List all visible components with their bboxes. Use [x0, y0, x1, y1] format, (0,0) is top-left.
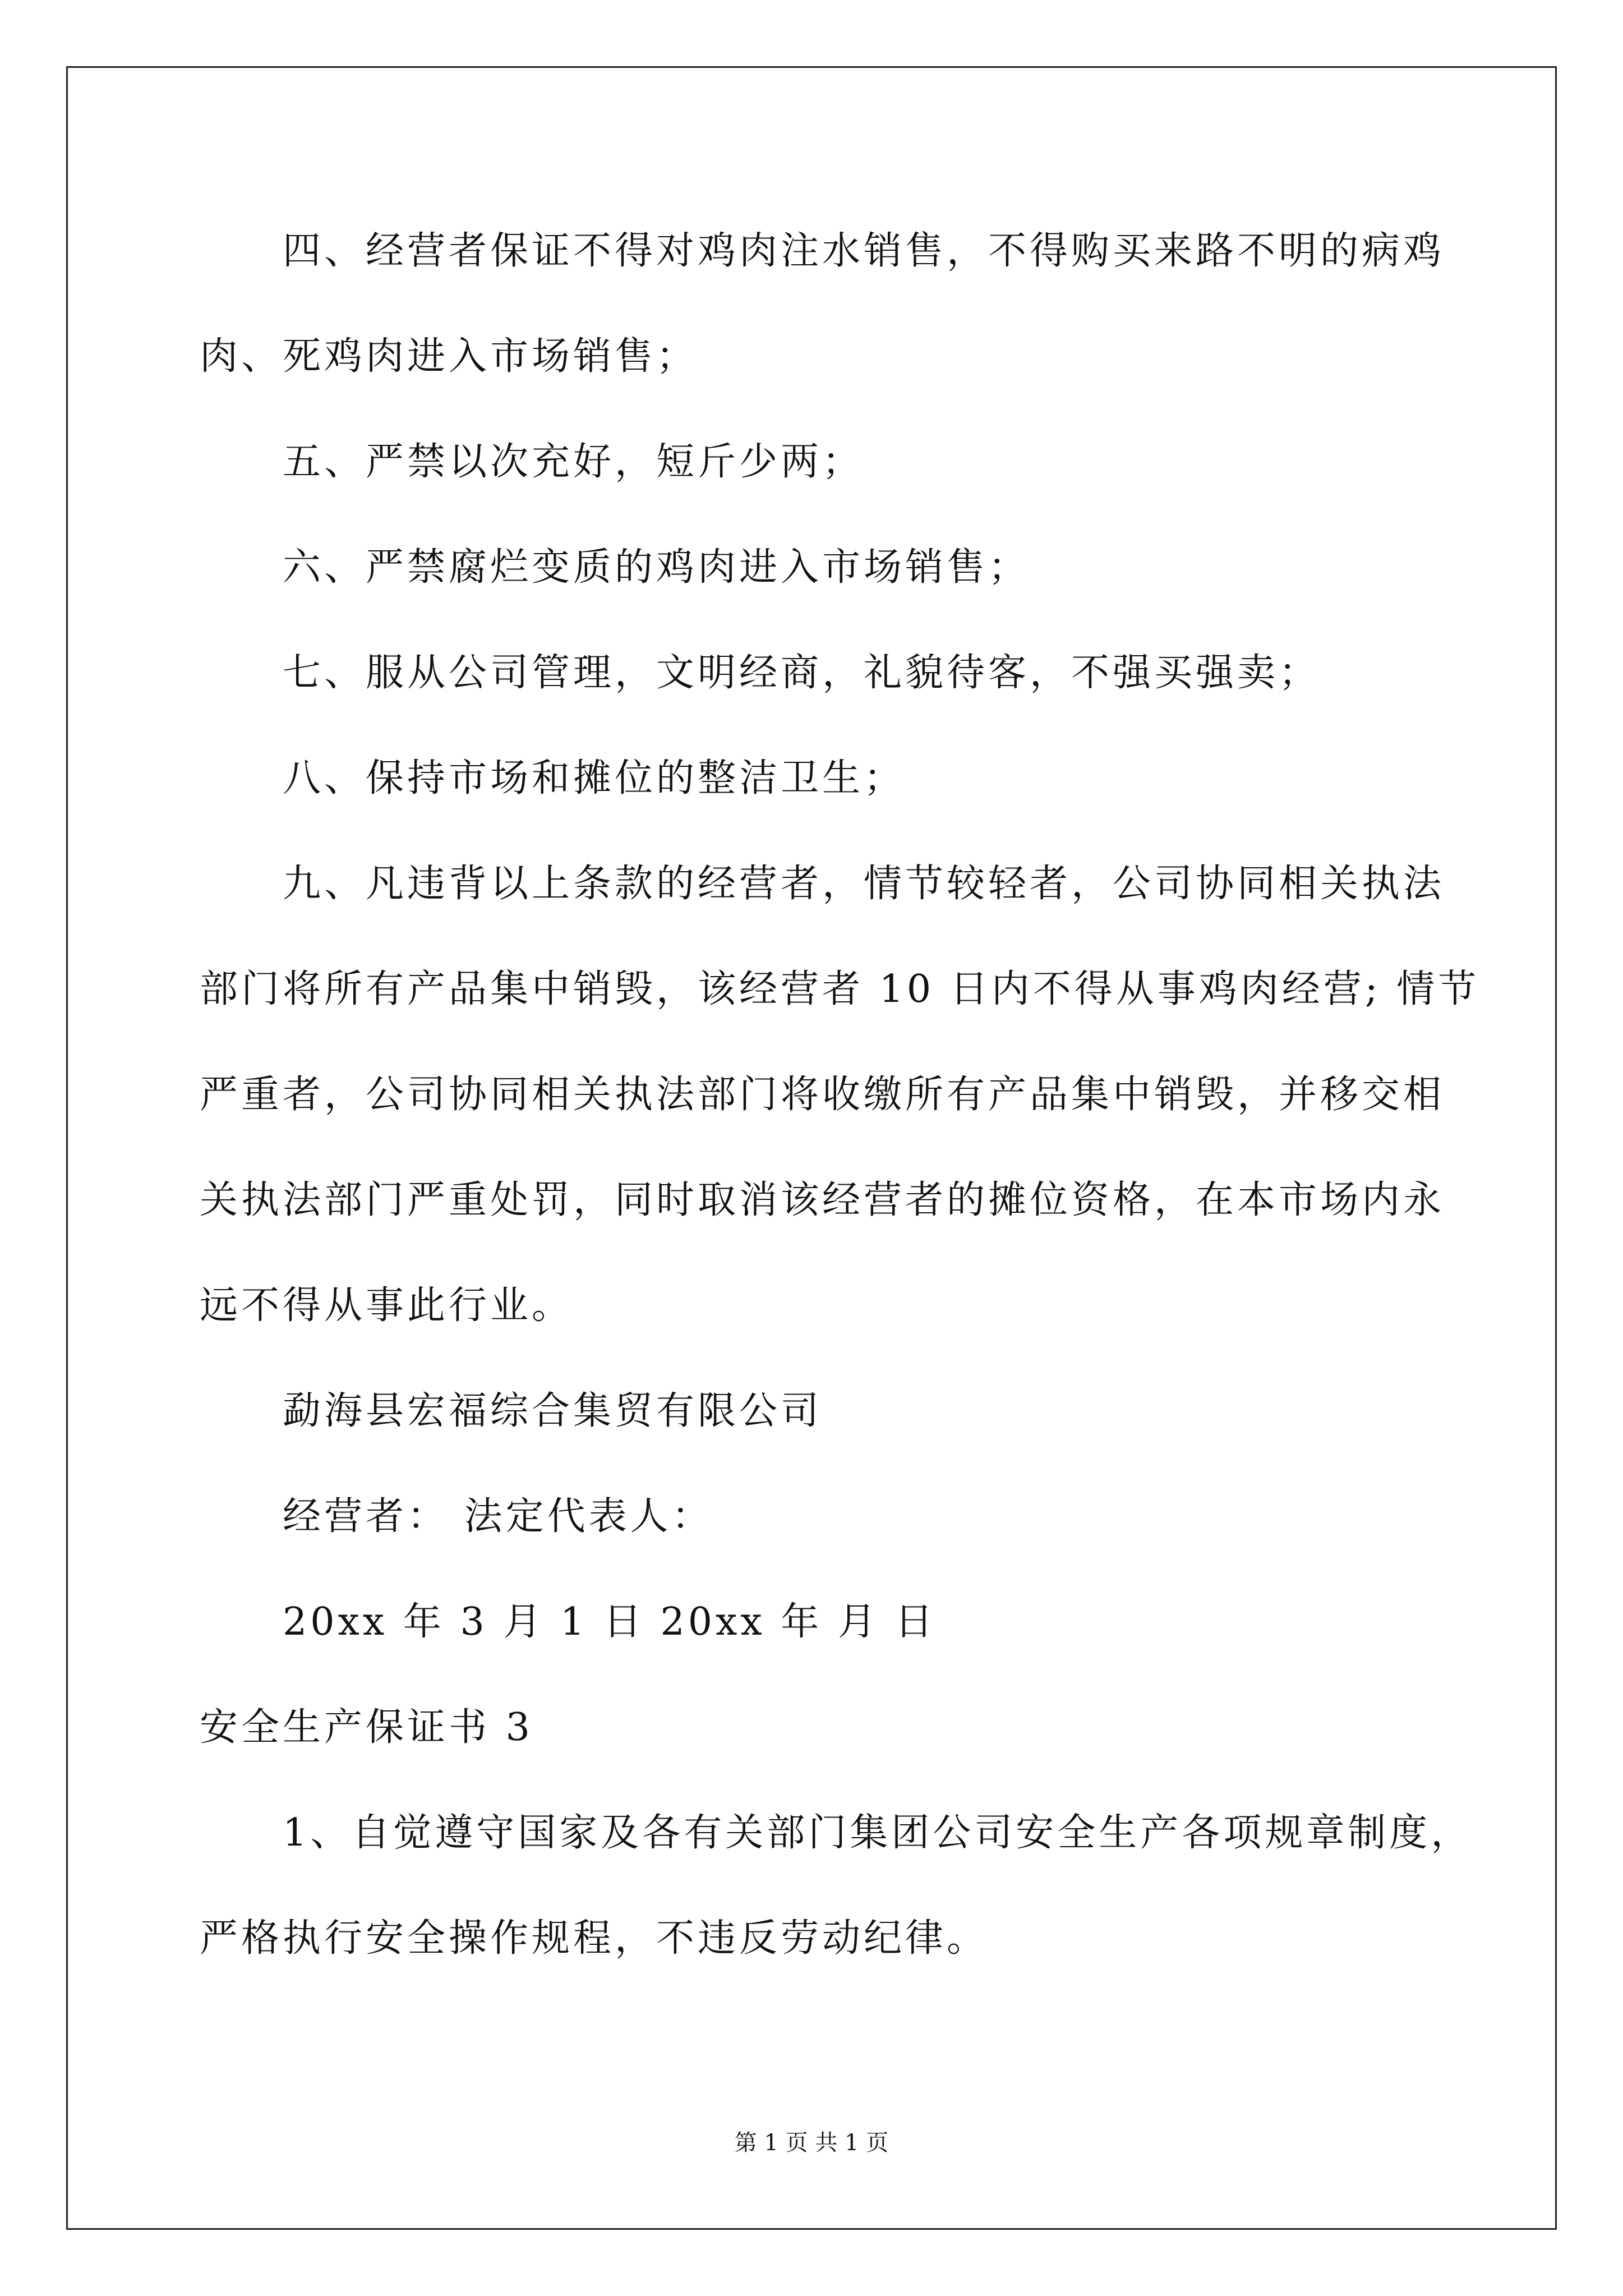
paragraph-item-9-line-1: 九、凡违背以上条款的经营者，情节较轻者，公司协同相关执法: [283, 862, 1445, 906]
page-footer: 第 1 页 共 1 页: [734, 2130, 889, 2156]
paragraph-item-9-line-5: 远不得从事此行业。: [200, 1283, 574, 1328]
page-border: [66, 66, 1557, 2230]
paragraph-item-1-line-2: 严格执行安全操作规程，不违反劳动纪律。: [200, 1916, 989, 1961]
paragraph-item-9-line-4: 关执法部门严重处罚，同时取消该经营者的摊位资格，在本市场内永: [200, 1178, 1445, 1222]
paragraph-item-1-line-1: 1、自觉遵守国家及各有关部门集团公司安全生产各项规章制度，: [283, 1811, 1473, 1855]
company-name: 勐海县宏福综合集贸有限公司: [283, 1389, 823, 1433]
date-line: 20xx 年 3 月 1 日 20xx 年 月 日: [283, 1600, 937, 1644]
paragraph-item-7: 七、服从公司管理，文明经商，礼貌待客，不强买强卖；: [283, 651, 1321, 695]
paragraph-item-9-line-2: 部门将所有产品集中销毁，该经营者 10 日内不得从事鸡肉经营; 情节: [200, 967, 1480, 1011]
paragraph-item-5: 五、严禁以次充好，短斤少两；: [283, 440, 864, 484]
paragraph-item-4-line-2: 肉、死鸡肉进入市场销售；: [200, 334, 698, 379]
paragraph-item-4-line-1: 四、经营者保证不得对鸡肉注水销售，不得购买来路不明的病鸡: [283, 229, 1445, 273]
paragraph-item-6: 六、严禁腐烂变质的鸡肉进入市场销售；: [283, 545, 1030, 590]
section-heading: 安全生产保证书 3: [200, 1705, 533, 1750]
signature-line: 经营者： 法定代表人：: [283, 1494, 713, 1539]
paragraph-item-8: 八、保持市场和摊位的整洁卫生；: [283, 756, 906, 800]
paragraph-item-9-line-3: 严重者，公司协同相关执法部门将收缴所有产品集中销毁，并移交相: [200, 1073, 1445, 1117]
